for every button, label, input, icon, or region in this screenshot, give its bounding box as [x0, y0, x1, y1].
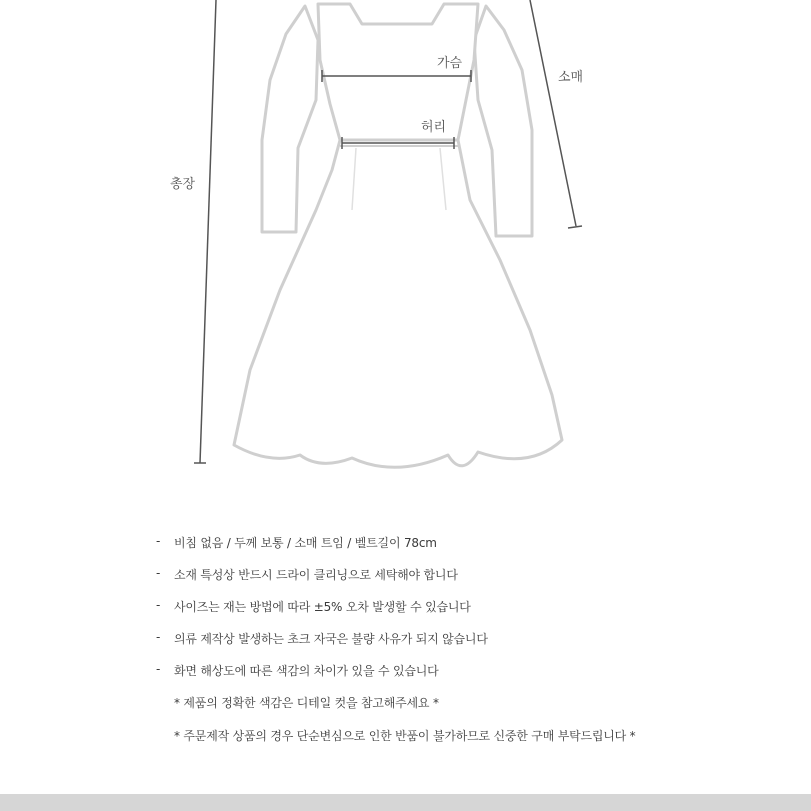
- star-note: * 주문제작 상품의 경우 단순변심으로 인한 반품이 불가하므로 신중한 구매 부탁드립니다 *: [174, 729, 636, 743]
- sleeve-label: 소매: [558, 70, 584, 85]
- note-item: 화면 해상도에 따른 색감의 차이가 있을 수 있습니다: [174, 664, 439, 678]
- note-item: 소재 특성상 반드시 드라이 클리닝으로 세탁해야 합니다: [174, 568, 458, 582]
- note-item: 사이즈는 재는 방법에 따라 ±5% 오차 발생할 수 있습니다: [174, 600, 471, 614]
- note-bullet: -: [156, 534, 161, 548]
- note-item: 의류 제작상 발생하는 초크 자국은 불량 사유가 되지 않습니다: [174, 632, 488, 646]
- note-bullet: -: [156, 662, 161, 676]
- footer-bar: [0, 794, 811, 811]
- dress-outline: [234, 4, 562, 467]
- note-item: 비침 없음 / 두께 보통 / 소매 트임 / 벨트길이 78cm: [174, 536, 437, 550]
- total-length-label: 총장: [170, 177, 196, 192]
- waist-label: 허리: [421, 120, 447, 135]
- star-note: * 제품의 정확한 색감은 디테일 컷을 참고해주세요 *: [174, 696, 439, 710]
- note-bullet: -: [156, 630, 161, 644]
- sleeve-measure-line: [530, 0, 582, 228]
- note-bullet: -: [156, 598, 161, 612]
- total-length-measure-line: [194, 0, 216, 463]
- chest-label: 가슴: [437, 56, 463, 71]
- note-bullet: -: [156, 566, 161, 580]
